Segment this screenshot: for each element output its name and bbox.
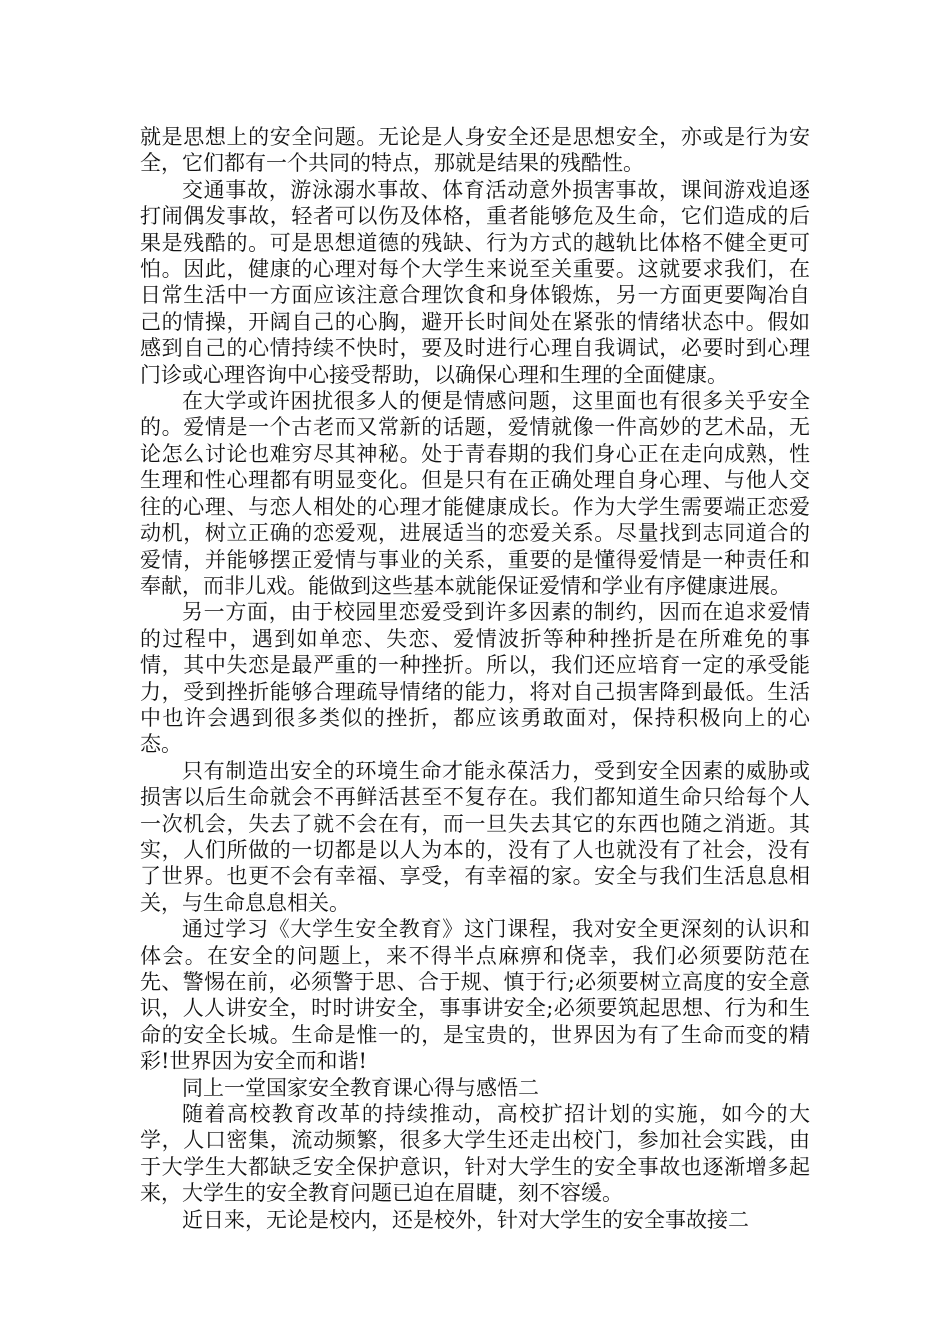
paragraph: 近日来，无论是校内，还是校外，针对大学生的安全事故接二 — [182, 1207, 749, 1232]
paragraph: 通过学习《大学生安全教育》这门课程，我对安全更深刻的认识和体会。在安全的问题上，来不得半点麻痹和侥幸，我们必须要防范在先、警惕在前，必须警于思、合于规、慎于行;必须要树立高度的安全意识，人人讲安全，时时讲安全，事事讲安全;必须要筑起思想、行为和生命的安全长城。生命是惟一的，是宝贵的，世界因为有了生命而变的精彩!世界因为安全而和谐! — [140, 917, 810, 1074]
paragraph: 随着高校教育改革的持续推动，高校扩招计划的实施，如今的大学，人口密集，流动频繁，很多大学生还走出校门，参加社会实践，由于大学生大都缺乏安全保护意识，针对大学生的安全事故也逐渐增多起来，大学生的安全教育问题已迫在眉睫，刻不容缓。 — [140, 1102, 810, 1206]
paragraph: 只有制造出安全的环境生命才能永葆活力，受到安全因素的威胁或损害以后生命就会不再鲜活甚至不复存在。我们都知道生命只给每个人一次机会，失去了就不会在有，而一旦失去其它的东西也随之消逝。其实，人们所做的一切都是以人为本的，没有了人也就没有了社会，没有了世界。也更不会有幸福、享受，有幸福的家。安全与我们生活息息相关，与生命息息相关。 — [140, 758, 810, 915]
paragraph-continued: 就是思想上的安全问题。无论是人身安全还是思想安全，亦或是行为安全，它们都有一个共同的特点，那就是结果的残酷性。 — [140, 125, 810, 176]
section-heading: 同上一堂国家安全教育课心得与感悟二 — [182, 1075, 539, 1100]
paragraph: 交通事故，游泳溺水事故、体育活动意外损害事故，课间游戏追逐打闹偶发事故，轻者可以伤及体格，重者能够危及生命，它们造成的后果是残酷的。可是思想道德的残缺、行为方式的越轨比体格不健全更可怕。因此，健康的心理对每个大学生来说至关重要。这就要求我们，在日常生活中一方面应该注意合理饮食和身体锻炼，另一方面更要陶冶自己的情操，开阔自己的心胸，避开长时间处在紧张的情绪状态中。假如感到自己的心情持续不快时，要及时进行心理自我调试，必要时到心理门诊或心理咨询中心接受帮助，以确保心理和生理的全面健康。 — [140, 177, 810, 387]
document-page — [140, 124, 810, 1233]
paragraph: 在大学或许困扰很多人的便是情感问题，这里面也有很多关乎安全的。爱情是一个古老而又常新的话题，爱情就像一件高妙的艺术品，无论怎么讨论也难穷尽其神秘。处于青春期的我们身心正在走向成熟，性生理和性心理都有明显变化。但是只有在正确处理自身心理、与他人交往的心理、与恋人相处的心理才能健康成长。作为大学生需要端正恋爱动机，树立正确的恋爱观，进展适当的恋爱关系。尽量找到志同道合的爱情，并能够摆正爱情与事业的关系，重要的是懂得爱情是一种责任和奉献，而非儿戏。能做到这些基本就能保证爱情和学业有序健康进展。 — [140, 389, 810, 598]
paragraph: 另一方面，由于校园里恋爱受到许多因素的制约，因而在追求爱情的过程中，遇到如单恋、失恋、爱情波折等种种挫折是在所难免的事情，其中失恋是最严重的一种挫折。所以，我们还应培育一定的承受能力，受到挫折能够合理疏导情绪的能力，将对自己损害降到最低。生活中也许会遇到很多类似的挫折，都应该勇敢面对，保持积极向上的心态。 — [140, 600, 810, 757]
